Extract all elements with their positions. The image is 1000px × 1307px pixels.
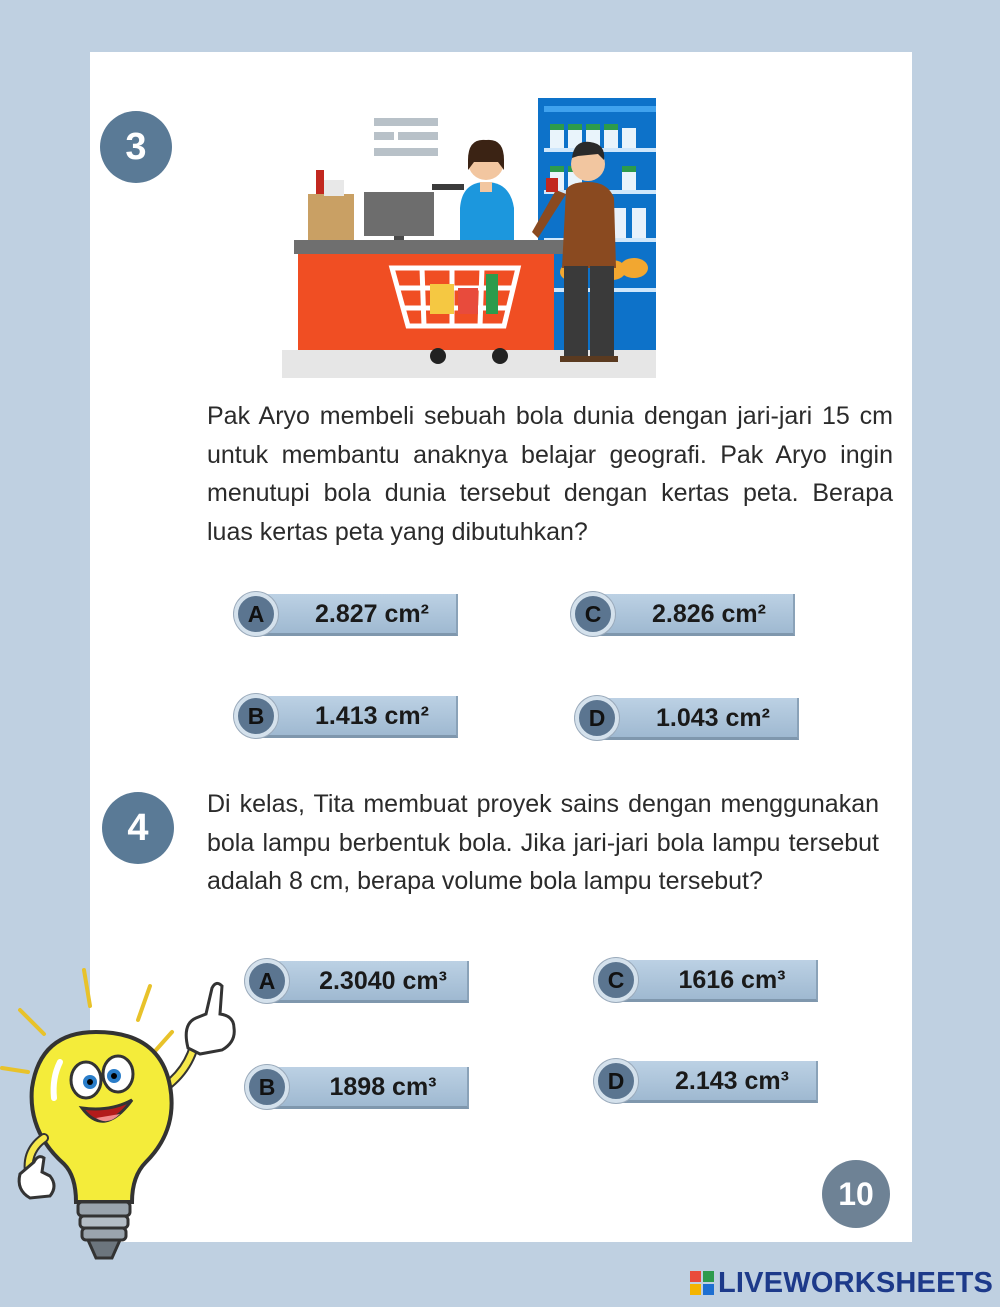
supermarket-cashier-illustration xyxy=(282,98,656,378)
question-3-number: 3 xyxy=(100,111,172,183)
question-3-option-b[interactable] xyxy=(232,692,458,738)
option-letter: C xyxy=(571,592,615,636)
option-letter: A xyxy=(245,959,289,1003)
option-value: 2.143 cm³ xyxy=(675,1067,789,1095)
question-4-text: Di kelas, Tita membuat proyek sains dengan menggunakan bola lampu berbentuk bola. Jika jari-jari bola lampu tersebut adalah 8 cm, berapa volume bola lampu tersebut? xyxy=(207,790,879,895)
lightbulb-mascot-icon xyxy=(0,962,250,1282)
option-value: 2.3040 cm³ xyxy=(319,967,447,995)
brand-watermark xyxy=(690,1266,993,1300)
question-3-option-c[interactable] xyxy=(569,590,795,636)
question-3-option-a[interactable] xyxy=(232,590,458,636)
option-value: 2.826 cm² xyxy=(652,600,766,628)
option-value: 1898 cm³ xyxy=(329,1073,437,1101)
option-letter: A xyxy=(234,592,278,636)
option-letter: B xyxy=(234,694,278,738)
option-value: 1.043 cm² xyxy=(656,704,770,732)
question-4-option-b[interactable] xyxy=(243,1063,469,1109)
brand-name: LIVEWORKSHEETS xyxy=(718,1266,994,1299)
option-letter: B xyxy=(245,1065,289,1109)
question-3-option-d[interactable] xyxy=(573,694,799,740)
option-letter: D xyxy=(575,696,619,740)
liveworksheets-logo-icon xyxy=(690,1271,714,1295)
option-value: 1616 cm³ xyxy=(678,966,786,994)
option-value: 1.413 cm² xyxy=(315,702,429,730)
question-4-number: 4 xyxy=(102,792,174,864)
question-4-option-c[interactable] xyxy=(592,956,818,1002)
question-3-text: Pak Aryo membeli sebuah bola dunia dengan jari-jari 15 cm untuk membantu anaknya belajar geografi. Pak Aryo ingin menutupi bola dunia tersebut dengan kertas peta. Berapa luas kertas peta yang dibutuhkan? xyxy=(207,402,893,546)
question-4-option-d[interactable] xyxy=(592,1057,818,1103)
question-4-option-a[interactable] xyxy=(243,957,469,1003)
option-letter: C xyxy=(594,958,638,1002)
option-letter: D xyxy=(594,1059,638,1103)
page-number-badge: 10 xyxy=(822,1160,890,1228)
option-value: 2.827 cm² xyxy=(315,600,429,628)
